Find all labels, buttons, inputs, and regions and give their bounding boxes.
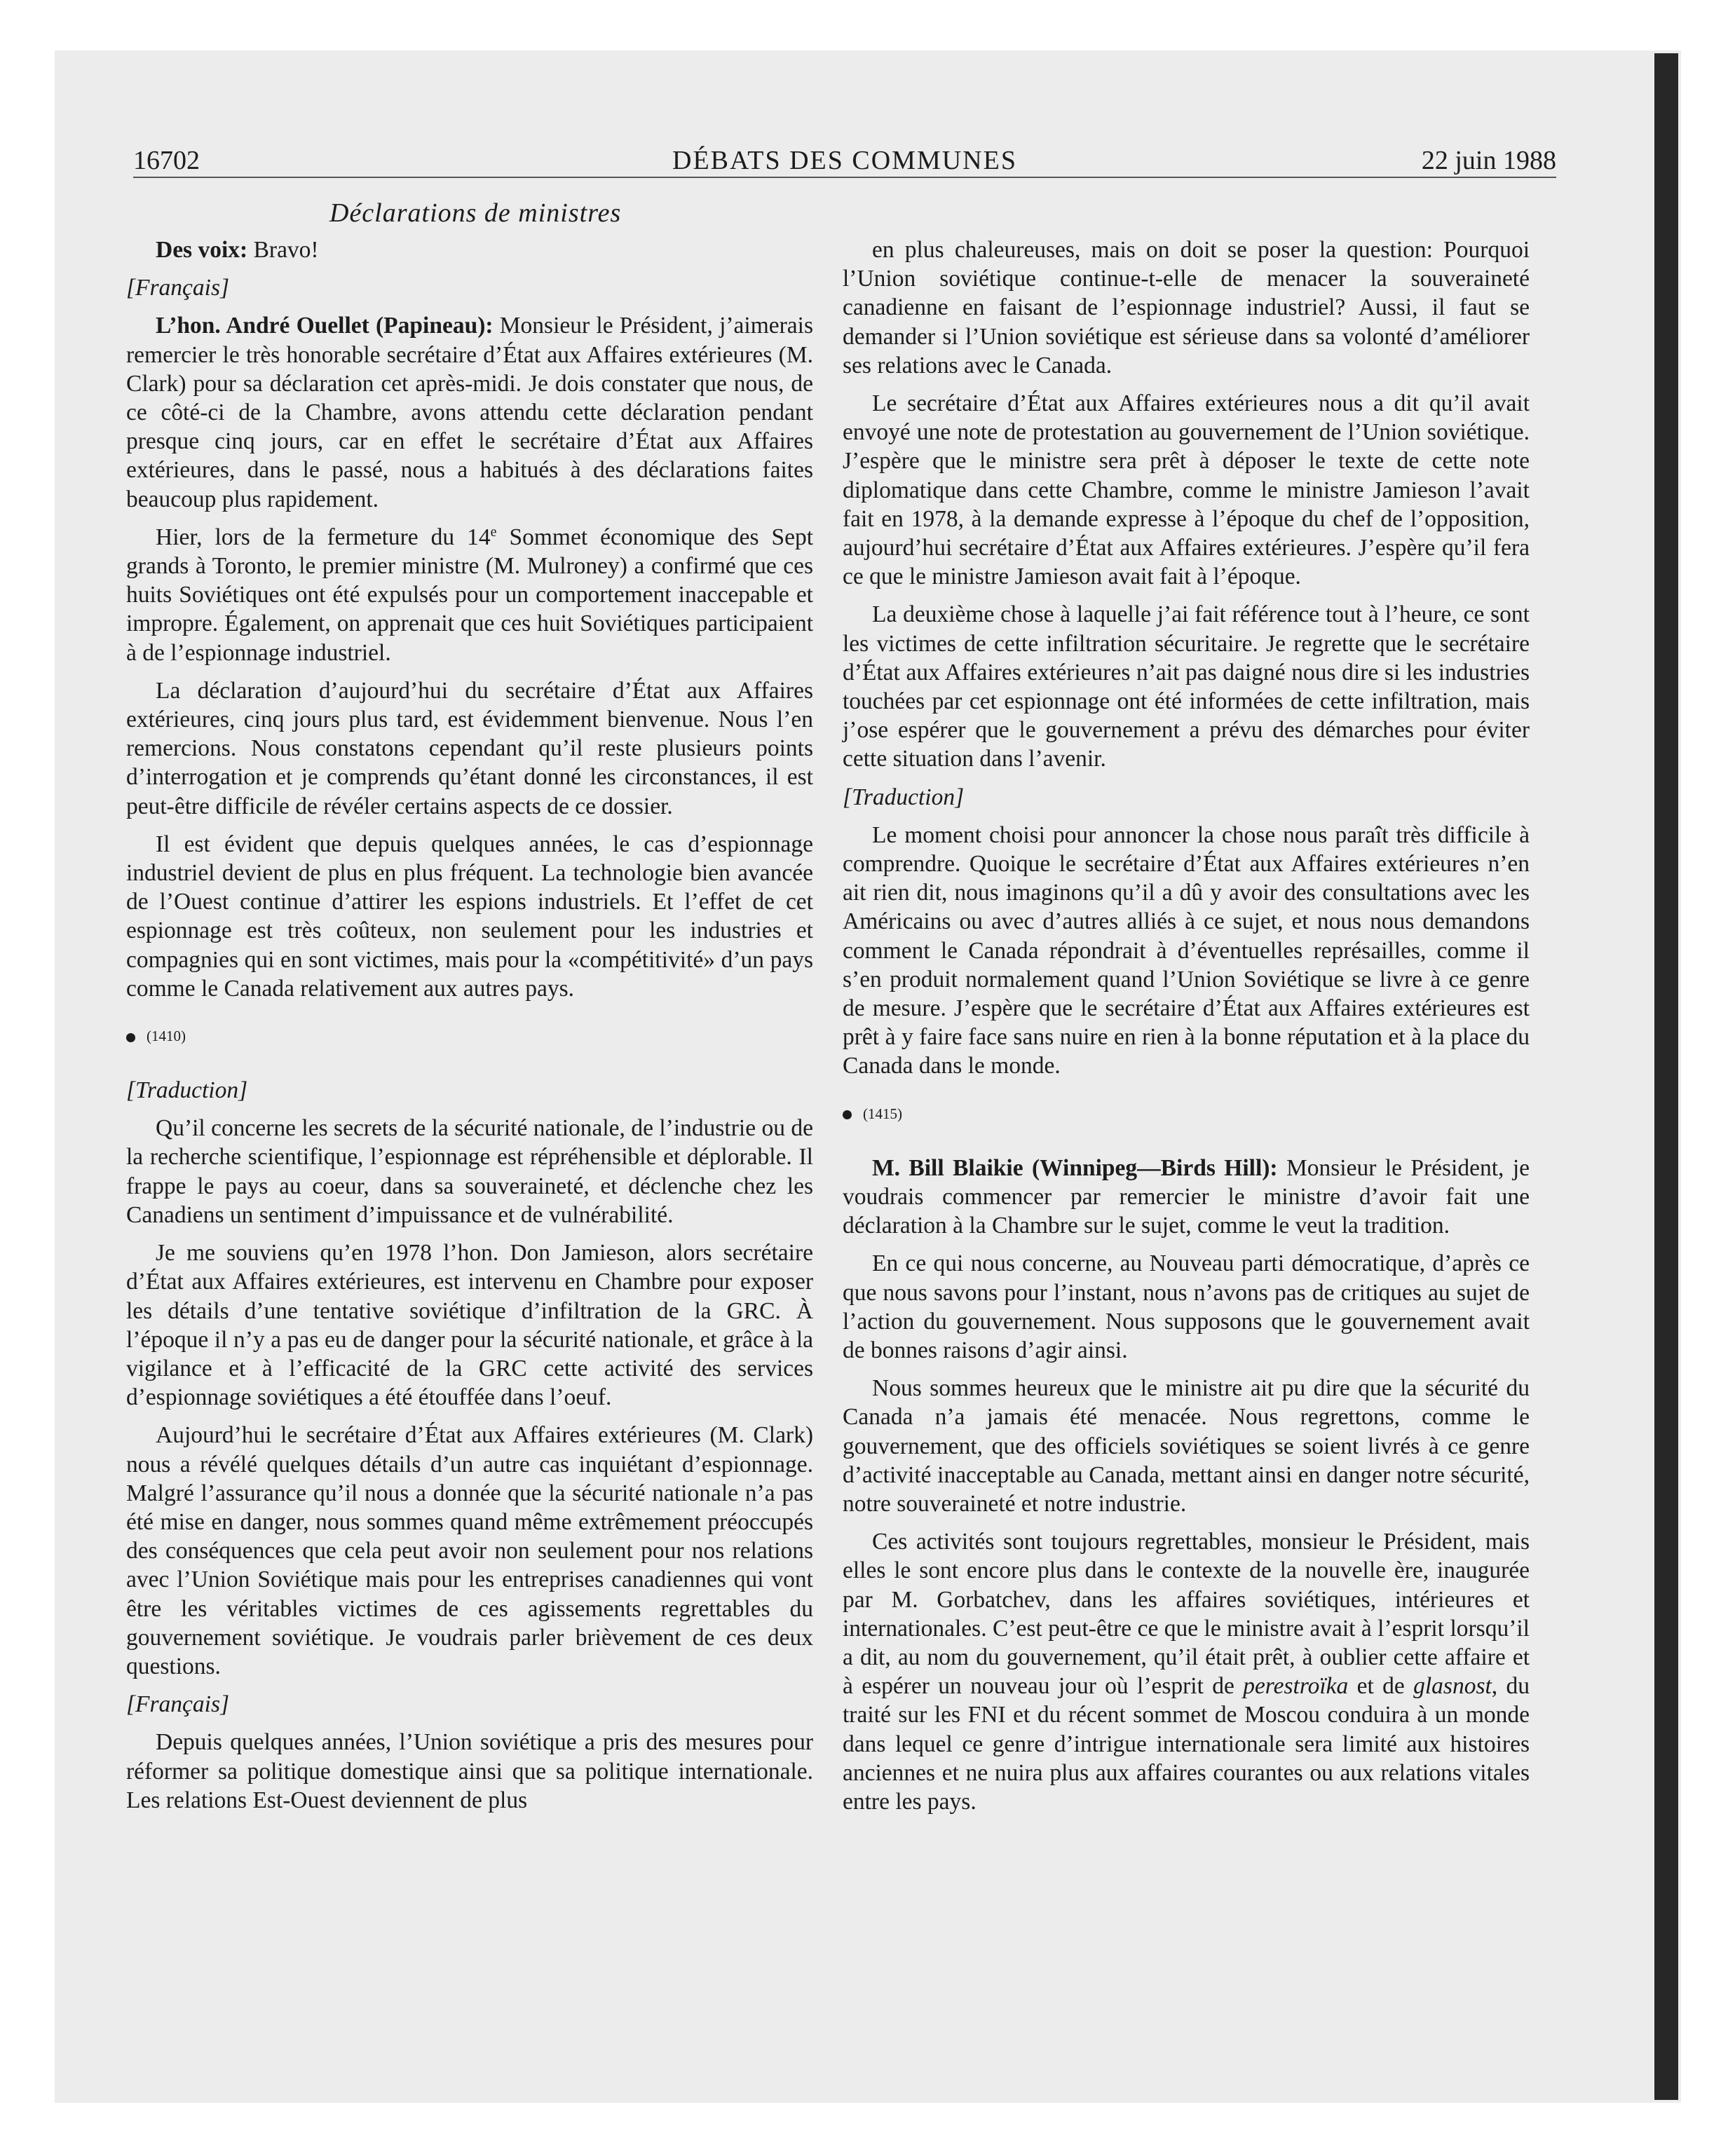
paragraph: La deuxième chose à laquelle j’ai fait référence tout à l’heure, ce sont les victimes de cette infiltration sécuritaire. Je regrette que le secrétaire d’État aux Affaires extérieures n’ait pas daigné nous dire si les industries touchées par cet espionnage ont été informées de cette infiltration, mais j’ose espérer que le gouvernement a prévu des démarches pour éviter cette situation dans l’avenir.: [843, 601, 1530, 772]
paragraph: [126, 236, 813, 264]
paragraph: Le moment choisi pour annoncer la chose nous paraît très difficile à comprendre. Quoique le secrétaire d’État aux Affaires extérieures n’en ait rien dit, nous imaginons qu’il a dû y avoir des consultations avec les Américains ou avec d’autres alliés à ce sujet, et nous nous demandons comment le Canada répondrait à d’éventuelles représailles, comme il s’en produit normalement quand l’Union Soviétique se livre à ce genre de mesure. J’espère que le secrétaire d’État aux Affaires extérieures est prêt à y faire face sans nuire en rien à la bonne réputation et à la place du Canada dans le monde.: [843, 821, 1530, 1079]
speaker-name: L’hon. André Ouellet (Papineau):: [156, 313, 494, 339]
language-tag: [Traduction]: [843, 784, 965, 810]
left-column: [126, 236, 813, 1824]
bullet-icon: [126, 1033, 135, 1042]
speaker-name: M. Bill Blaikie (Winnipeg—Birds Hill):: [872, 1154, 1278, 1181]
section-heading: Déclarations de ministres: [329, 198, 622, 228]
bullet-icon: [843, 1110, 852, 1119]
time-marker: (1415): [843, 1099, 1530, 1128]
publication-title: DÉBATS DES COMMUNES: [672, 146, 1017, 175]
language-tag: [Traduction]: [126, 1077, 248, 1104]
paragraph: Qu’il concerne les secrets de la sécurité nationale, de l’industrie ou de la recherche scientifique, l’espionnage est répréhensible et déplorable. Il frappe le pays au coeur, dans sa souveraineté, et déclenche chez les Canadiens un sentiment d’impuissance et de vulnérabilité.: [126, 1115, 813, 1228]
paragraph: [126, 311, 813, 513]
publication-date: 22 juin 1988: [1421, 146, 1556, 175]
paragraph: La déclaration d’aujourd’hui du secrétaire d’État aux Affaires extérieures, cinq jours plus tard, est évidemment bienvenue. Nous l’en remercions. Nous constatons cependant qu’il reste plusieurs points d’interrogation et je comprends qu’étant donné les circonstances, il est peut-être difficile de révéler certains aspects de ce dossier.: [126, 677, 813, 819]
scan-edge-shadow: [1654, 53, 1678, 2100]
paragraph: Aujourd’hui le secrétaire d’État aux Affaires extérieures (M. Clark) nous a révélé quelques détails d’un autre cas inquiétant d’espionnage. Malgré l’assurance qu’il nous a donnée que la sécurité nationale n’a pas été mise en danger, nous sommes quand même extrêmement préoccupés des conséquences que cela peut avoir non seulement pour nos relations avec l’Union Soviétique mais pour les entreprises canadiennes qui vont être les véritables victimes de ces agissements regrettables du gouvernement soviétique. Je voudrais parler brièvement de ces deux questions.: [126, 1422, 813, 1679]
paragraph: en plus chaleureuses, mais on doit se poser la question: Pourquoi l’Union soviétique continue-t-elle de menacer la souveraineté canadienne en faisant de l’espionnage industriel? Aussi, il faut se demander si l’Union soviétique est sérieuse dans sa volonté d’améliorer ses relations avec le Canada.: [843, 237, 1530, 378]
right-column: [843, 236, 1530, 1825]
paragraph: [843, 1154, 1530, 1241]
speaker-name: Des voix:: [156, 237, 248, 263]
paragraph: En ce qui nous concerne, au Nouveau parti démocratique, d’après ce que nous savons pour l’instant, nous n’avons pas de critiques au sujet de l’action du gouvernement. Nous supposons que le gouvernement avait de bonnes raisons d’agir ainsi.: [843, 1250, 1530, 1363]
paragraph: Hier, lors de la fermeture du 14e Sommet économique des Sept grands à Toronto, le premier ministre (M. Mulroney) a confirmé que ces huits Soviétiques ont été expulsés pour un comportement inaccepable et impropre. Également, on apprenait que ces huit Soviétiques participaient à de l’espionnage industriel.: [126, 524, 814, 666]
page-number: 16702: [133, 146, 200, 175]
speech-text: Monsieur le Président, j’aimerais remercier le très honorable secrétaire d’État aux Affaires extérieures (M. Clark) pour sa déclaration cet après-midi. Je dois constater que nous, de ce côté-ci de la Chambre, avons attendu cette déclaration pendant presque cinq jours, car en effet le secrétaire d’État aux Affaires extérieures, dans le passé, nous a habitués à des déclarations faites beaucoup plus rapidement.: [126, 313, 814, 512]
page-header: [133, 144, 1556, 178]
paragraph: Ces activités sont toujours regrettables, monsieur le Président, mais elles le sont encore plus dans le contexte de la nouvelle ère, inaugurée par M. Gorbatchev, dans les affaires soviétiques, intérieures et internationales. C’est peut-être ce que le ministre avait à l’esprit lorsqu’il a dit, au nom du gouvernement, qu’il était prêt, à oublier cette affaire et à espérer un nouveau jour où l’esprit de perestroïka et de glasnost, du traité sur les FNI et du récent sommet de Moscou conduira à un monde dans lequel ce genre d’intrigue internationale sera limité aux histoires anciennes et ne nuira plus aux affaires courantes ou aux relations vitales entre les pays.: [843, 1529, 1530, 1815]
speech-text: Monsieur le Président, je voudrais commencer par remercier le ministre d’avoir fait une déclaration à la Chambre sur le sujet, comme le veut la tradition.: [843, 1154, 1530, 1239]
paragraph: Nous sommes heureux que le ministre ait pu dire que la sécurité du Canada n’a jamais été menacée. Nous regrettons, comme le gouvernement, que des officiels soviétiques se soient livrés à ce genre d’activité inacceptable au Canada, mettant ainsi en danger notre sécurité, notre souveraineté et notre industrie.: [843, 1375, 1530, 1517]
paragraph: Le secrétaire d’État aux Affaires extérieures nous a dit qu’il avait envoyé une note de protestation au gouvernement de l’Union soviétique. J’espère que le ministre sera prêt à déposer le texte de cette note diplomatique dans cette Chambre, comme le ministre Jamieson l’avait fait en 1978, à la demande expresse à l’époque du chef de l’opposition, aujourd’hui secrétaire d’État aux Affaires extérieures. J’espère qu’il fera ce que le ministre Jamieson avait fait à l’époque.: [843, 390, 1530, 590]
time-marker: (1410): [126, 1021, 813, 1051]
speech-text: Bravo!: [253, 237, 319, 263]
language-tag: [Français]: [126, 1691, 230, 1718]
paragraph: Depuis quelques années, l’Union soviétique a pris des mesures pour réformer sa politique domestique ainsi que sa politique internationale. Les relations Est-Ouest deviennent de plus: [126, 1729, 813, 1813]
paragraph: Je me souviens qu’en 1978 l’hon. Don Jamieson, alors secrétaire d’État aux Affaires extérieures, est intervenu en Chambre pour exposer les détails d’une tentative soviétique d’infiltration de la GRC. À l’époque il n’y a pas eu de danger pour la sécurité nationale, et grâce à la vigilance et à l’efficacité de la GRC cette activité des services d’espionnage soviétiques a été étouffée dans l’oeuf.: [126, 1240, 813, 1411]
paragraph: Il est évident que depuis quelques années, le cas d’espionnage industriel devient de plus en plus fréquent. La technologie bien avancée de l’Ouest continue d’attirer les espions industriels. Et l’effet de cet espionnage est très coûteux, non seulement pour les industries et compagnies qui en sont victimes, mais pour la «compétitivité» d’un pays comme le Canada relativement aux autres pays.: [126, 831, 813, 1002]
language-tag: [Français]: [126, 275, 230, 301]
